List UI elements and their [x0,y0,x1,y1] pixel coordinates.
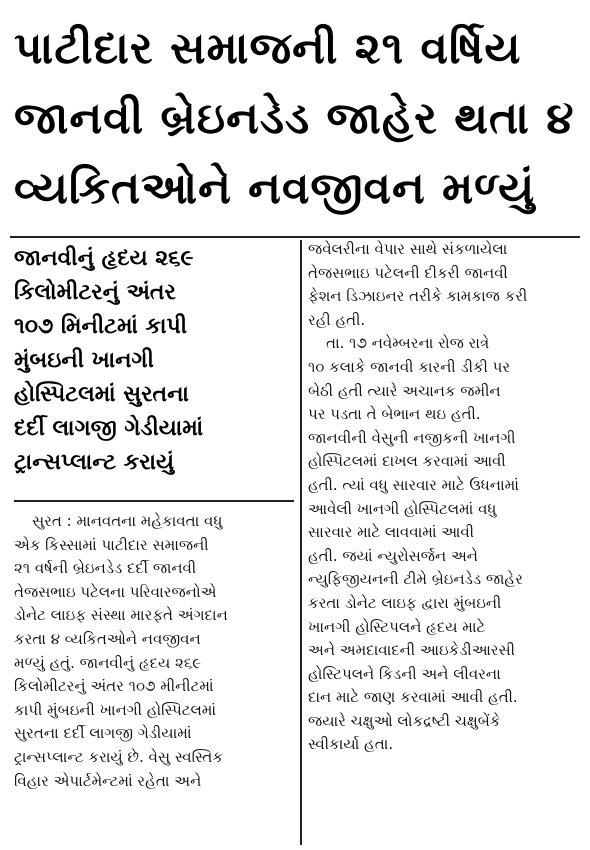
body-line: આવેલી ખાનગી હોસ્પિટલમાં વધુ [308,499,497,518]
subheadline-lead: જાનવીનું [14,246,94,271]
body-line: ફેશન ડિઝાઇનર તરીકે કામકાજ કરી [308,287,528,306]
body-line: એક કિસ્સામાં પાટીદાર સમાજની [14,535,209,554]
subheadline-line: મુંબઇની ખાનગી [14,348,154,373]
body-line: પર પડતા તે બેભાન થઇ હતી. [308,405,481,424]
body-line: કાપી મુંબઇની ખાનગી હોસ્પિટલમાં [14,700,217,719]
article-body-right [308,238,582,757]
body-line: સારવાર માટે લાવવામાં આવી [308,523,475,542]
body-line: હતી. જયાં ન્યુરોસર્જન અને [308,546,478,565]
subheadline [14,242,298,480]
body-line: રહી હતી. [308,310,366,329]
body-line: કરતા ડોનેટ લાઇફ દ્વારા મુંબઇની [308,593,502,612]
body-line: ન્યુફિજીયનની ટીમે બ્રેઇનડેડ જાહેર [308,570,523,589]
body-line: ૨૧ વર્ષની બ્રેઇનડેડ દર્દી જાનવી [14,559,197,578]
body-line: સુરત : માનવતના મહેકાવતા વધુ [32,512,223,530]
body-line: હોસ્ટિપલને કિડની અને લીવરના [308,664,501,683]
headline-line: પાટીદાર સમાજની ૨૧ વર્ષિય [14,23,522,74]
subheadline-text: હૃદય ૨૬૯ [93,246,194,271]
body-line: ટ્રાન્સપ્લાન્ટ કરાયું છે. વેસુ સ્વસ્તિક [14,747,223,766]
article-body-left [14,510,298,793]
body-line: હોસ્પિટલમાં દાખલ કરવામાં આવી [308,452,506,471]
body-line: બેઠી હતી ત્યારે અચાનક જમીન [308,381,501,400]
subheadline-divider [14,500,294,502]
body-line: તેજસભાઇ પટેલની દીકરી જાનવી [308,263,508,282]
body-line: અને અમદાવાદની આઇકેડીઆરસી [308,641,515,660]
subheadline-line: ૧૦૭ મિનીટમાં કાપી [14,314,188,339]
body-line: સુરતના દર્દી લાગજી ગેડીયામાં [14,724,192,743]
headline-line: વ્યકિતઓને નવજીવન મળ્યું [14,163,536,214]
body-line: ૧૦ કલાકે જાનવી કારની ડીકી પર [308,357,511,376]
body-line: ડોનેટ લાઇફ સંસ્થા મારફતે અંગદાન [14,606,228,625]
body-line: સ્વીકાર્યા હતા. [308,735,394,754]
body-line: હતી. ત્યાં વધુ સારવાર માટે ઉધનામાં [308,475,519,494]
subheadline-line: ટ્રાન્સપ્લાન્ટ કરાયું [14,450,175,475]
column-divider [300,240,302,845]
subheadline-line [14,242,298,276]
body-line: તેજસભાઇ પટેલના પરિવારજનોએ [14,582,217,601]
subheadline-line: કિલોમીટરનું અંતર [14,280,176,305]
body-line: મળ્યું હતું. જાનવીનું હૃદય ૨૬૯ [14,653,202,672]
body-line: તા. ૧૭ નવેમ્બરના રોજ રાત્રે [326,334,490,353]
headline [14,14,580,224]
body-line: જવેલરીના વેપાર સાથે સંકળાયેલા [308,240,508,258]
body-line: કરતા ૪ વ્યકિતઓને નવજીવન [14,629,201,648]
body-line: કિલોમીટરનું અંતર ૧૦૭ મીનીટમાં [14,677,214,696]
body-line: જાનવીની વેસુની નજીકની ખાનગી [308,428,516,447]
body-line: ખાનગી હોસ્ટિપલને હૃદય માટે [308,617,486,636]
headline-line: જાનવી બ્રેઇનડેડ જાહેર થતા ૪ [14,93,575,144]
subheadline-line: દર્દી લાગજી ગેડીયામાં [14,416,204,441]
subheadline-line: હોસ્પિટલમાં સુરતના [14,382,189,407]
body-line: જયારે ચક્ષુઓ લોકદ્રષ્ટી ચક્ષુબેંકે [308,711,501,730]
body-line: વિહાર એપાર્ટમેન્ટમાં રહેતા અને [14,771,202,790]
body-line: દાન માટે જાણ કરવામાં આવી હતી. [308,688,518,707]
